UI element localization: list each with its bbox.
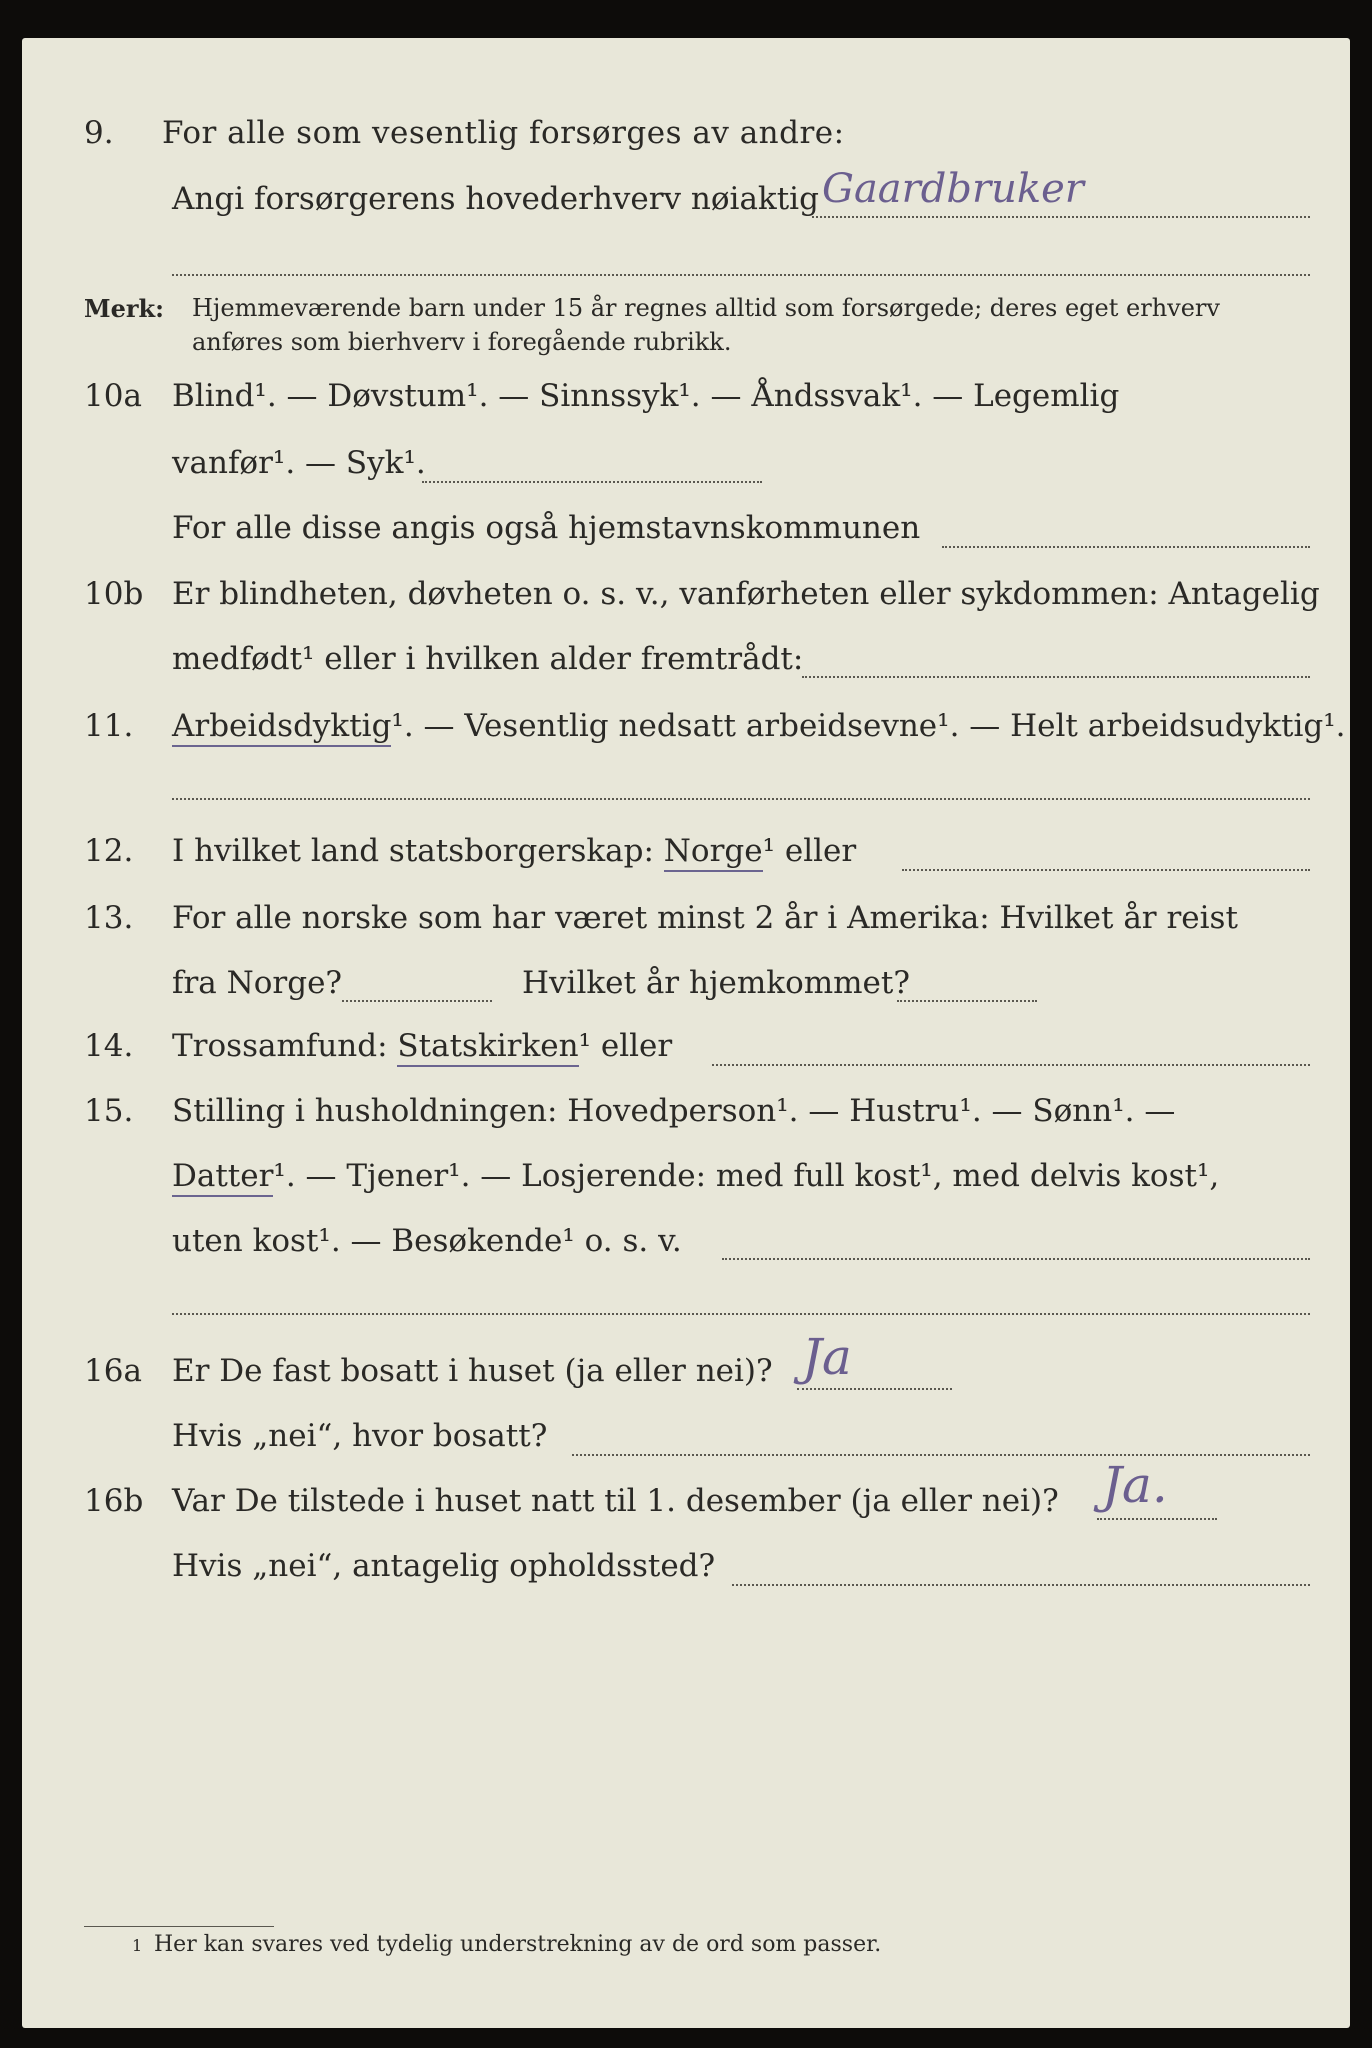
- q16a-line1: Er De fast bosatt i huset (ja eller nei)?: [172, 1353, 773, 1389]
- q10a-number: 10a: [84, 378, 142, 414]
- q13-reist-line: [342, 1000, 492, 1002]
- q9-answer-handwritten: Gaardbruker: [822, 166, 1084, 212]
- q9-line1: For alle som vesentlig forsørges av andre:: [162, 115, 845, 151]
- q15-extra-line: [172, 1313, 1310, 1315]
- q10b-line2: medfødt¹ eller i hvilken alder fremtrådt:: [172, 641, 804, 677]
- q10a-line3: For alle disse angis også hjemstavnskommunen: [172, 510, 921, 546]
- q10a-line2: vanfør¹. — Syk¹.: [172, 445, 426, 481]
- q14-pre: Trossamfund:: [172, 1028, 398, 1064]
- q12-number: 12.: [84, 833, 134, 869]
- q9-extra-line: [172, 274, 1310, 276]
- q15-number: 15.: [84, 1093, 134, 1129]
- q12-post: ¹ eller: [762, 833, 857, 869]
- q10b-line1: Er blindheten, døvheten o. s. v., vanførheten eller sykdommen: Antagelig: [172, 576, 1320, 612]
- q12-answer-line: [902, 869, 1310, 871]
- q13-hjemkommet-line: [897, 1000, 1037, 1002]
- q16a-answer-handwritten: Ja: [802, 1328, 852, 1386]
- q11-extra-line: [172, 798, 1310, 800]
- q9-number: 9.: [84, 115, 114, 151]
- q16b-line2: Hvis „nei“, antagelig opholdssted?: [172, 1548, 716, 1584]
- q16b-line1: Var De tilstede i huset natt til 1. desember (ja eller nei)?: [172, 1483, 1059, 1519]
- q11-text: [172, 708, 1346, 744]
- q10b-answer-line: [802, 676, 1310, 678]
- merk-line2: anføres som bierhverv i foregående rubrikk.: [192, 328, 732, 356]
- q16a-number: 16a: [84, 1353, 142, 1389]
- q10b-number: 10b: [84, 576, 144, 612]
- q14-underlined-statskirken: Statskirken: [397, 1028, 578, 1067]
- q16b-answer-handwritten: Ja.: [1102, 1456, 1168, 1514]
- q14-number: 14.: [84, 1028, 134, 1064]
- q13-line2a: fra Norge?: [172, 965, 343, 1001]
- q15-line2-rest: ¹. — Tjener¹. — Losjerende: med full kost¹, med delvis kost¹,: [273, 1158, 1220, 1194]
- q12-underlined-norge: Norge: [664, 833, 763, 872]
- q15-underlined-datter: Datter: [172, 1158, 273, 1197]
- q15-line1: Stilling i husholdningen: Hovedperson¹. — Hustru¹. — Sønn¹. —: [172, 1093, 1176, 1129]
- q11-rest: ¹. — Vesentlig nedsatt arbeidsevne¹. — Helt arbeidsudyktig¹.: [391, 708, 1346, 744]
- q14-text: [172, 1028, 672, 1064]
- q11-underlined-arbeidsdyktig: Arbeidsdyktig: [172, 708, 391, 747]
- footnote-mark: 1: [132, 1936, 143, 1955]
- q16a-bosatt-line: [572, 1454, 1310, 1456]
- q13-number: 13.: [84, 900, 134, 936]
- q15-answer-line: [722, 1258, 1310, 1260]
- q15-line3: uten kost¹. — Besøkende¹ o. s. v.: [172, 1223, 682, 1259]
- q9-answer-line: [812, 216, 1310, 218]
- q12-text: [172, 833, 856, 869]
- q12-pre: I hvilket land statsborgerskap:: [172, 833, 664, 869]
- footnote-rule: [84, 1926, 274, 1927]
- q11-number: 11.: [84, 708, 134, 744]
- q16b-answer-line: [1097, 1518, 1217, 1520]
- q10a-syk-line: [422, 481, 762, 483]
- merk-label: Merk:: [84, 294, 164, 323]
- q14-post: ¹ eller: [578, 1028, 673, 1064]
- census-form-page: [22, 38, 1350, 2028]
- q16b-opholdssted-line: [732, 1584, 1310, 1586]
- q9-line2: Angi forsørgerens hovederhverv nøiaktig: [172, 181, 819, 217]
- q10a-kommune-line: [942, 546, 1310, 548]
- q10a-line1: Blind¹. — Døvstum¹. — Sinnssyk¹. — Åndssvak¹. — Legemlig: [172, 378, 1120, 414]
- q13-line1: For alle norske som har været minst 2 år i Amerika: Hvilket år reist: [172, 900, 1238, 936]
- q16a-answer-line: [797, 1388, 952, 1390]
- merk-line1: Hjemmeværende barn under 15 år regnes alltid som forsørgede; deres eget erhverv: [192, 294, 1220, 322]
- q15-line2: [172, 1158, 1219, 1194]
- q16a-line2: Hvis „nei“, hvor bosatt?: [172, 1418, 548, 1454]
- q13-line2b: Hvilket år hjemkommet?: [522, 965, 910, 1001]
- q16b-number: 16b: [84, 1483, 144, 1519]
- q14-answer-line: [712, 1064, 1310, 1066]
- footnote-text: Her kan svares ved tydelig understrekning av de ord som passer.: [154, 1932, 882, 1957]
